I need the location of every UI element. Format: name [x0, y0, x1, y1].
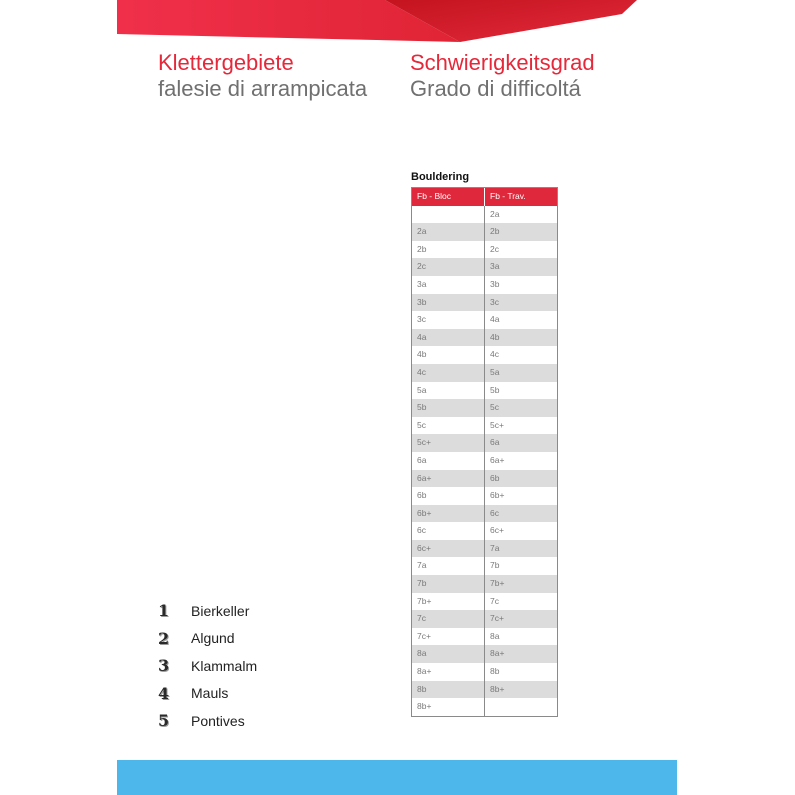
table-cell: 4b: [490, 331, 500, 342]
table-cell: 8a: [490, 630, 500, 641]
table-cell: 7c+: [412, 628, 485, 646]
table-row: [412, 311, 557, 329]
legend-item: [158, 652, 257, 680]
table-cell: 5b: [490, 384, 500, 395]
table-row: [412, 557, 557, 575]
table-cell: 2c: [490, 243, 499, 254]
table-cell: 6c: [490, 507, 499, 518]
table-cell: 5a: [412, 382, 485, 400]
legend-label: Pontives: [191, 712, 245, 729]
table-cell: 7b+: [412, 593, 485, 611]
table-cell: 8b+: [412, 698, 485, 716]
table-cell: 2b: [412, 241, 485, 259]
difficulty-grade-title-it: Grado di difficoltá: [410, 76, 581, 101]
table-body: [412, 206, 557, 716]
table-row: [412, 522, 557, 540]
legend-number: 5: [158, 711, 170, 731]
table-row: [412, 681, 557, 699]
climbing-areas-title-it: falesie di arrampicata: [158, 76, 368, 101]
table-cell: 6a+: [412, 470, 485, 488]
table-cell: 4b: [412, 346, 485, 364]
climbing-areas-heading: [158, 52, 367, 100]
table-cell: 6a+: [490, 454, 505, 465]
table-row: [412, 276, 557, 294]
table-cell: 6b+: [490, 490, 505, 501]
table-cell: 6c+: [490, 525, 504, 536]
table-cell: 8b+: [490, 683, 505, 694]
table-cell: 8a+: [412, 663, 485, 681]
legend-label: Klammalm: [191, 657, 258, 674]
table-row: [412, 223, 557, 241]
legend-item: [158, 680, 257, 708]
bouldering-table-title: Bouldering: [411, 171, 470, 183]
table-cell: 7c+: [490, 613, 504, 624]
table-row: [412, 698, 557, 716]
legend-item: [158, 707, 257, 735]
table-cell: 7b+: [490, 578, 505, 589]
table-row: [412, 575, 557, 593]
table-cell: 7c: [412, 610, 485, 628]
table-row: [412, 241, 557, 259]
grade-comparison-table: [411, 187, 558, 717]
climbing-areas-title-de: Klettergebiete: [158, 50, 294, 75]
table-row: [412, 382, 557, 400]
table-row: [412, 645, 557, 663]
table-row: [412, 593, 557, 611]
table-cell: 6b: [412, 487, 485, 505]
legend-number: 2: [158, 628, 170, 648]
table-cell: 3c: [490, 296, 499, 307]
table-cell: 5b: [412, 399, 485, 417]
table-cell: 5c: [412, 417, 485, 435]
difficulty-grade-heading: [410, 52, 595, 100]
column-header: Fb - Trav.: [490, 191, 526, 201]
table-row: [412, 487, 557, 505]
table-cell: [485, 698, 557, 716]
table-cell: [412, 206, 485, 224]
table-cell: 5c: [490, 402, 499, 413]
climbing-areas-legend: [158, 597, 257, 735]
table-row: [412, 364, 557, 382]
table-cell: 2a: [412, 223, 485, 241]
table-cell: 6b+: [412, 505, 485, 523]
table-cell: 7a: [412, 557, 485, 575]
table-cell: 7a: [490, 542, 500, 553]
column-header: Fb - Bloc: [412, 188, 485, 206]
table-row: [412, 399, 557, 417]
table-cell: 6a: [490, 437, 500, 448]
table-row: [412, 452, 557, 470]
bottom-blue-band: [117, 760, 677, 795]
table-row: [412, 663, 557, 681]
legend-item: [158, 625, 257, 653]
legend-number: 1: [158, 601, 170, 621]
table-cell: 7b: [412, 575, 485, 593]
table-cell: 5c+: [490, 419, 504, 430]
table-cell: 6b: [490, 472, 500, 483]
table-cell: 6c+: [412, 540, 485, 558]
table-cell: 2b: [490, 226, 500, 237]
table-row: [412, 258, 557, 276]
table-row: [412, 540, 557, 558]
table-cell: 2a: [490, 208, 500, 219]
table-row: [412, 346, 557, 364]
table-row: [412, 206, 557, 224]
table-cell: 8a+: [490, 648, 505, 659]
table-row: [412, 610, 557, 628]
table-cell: 8a: [412, 645, 485, 663]
legend-number: 3: [158, 656, 170, 676]
table-cell: 2c: [412, 258, 485, 276]
table-cell: 4c: [412, 364, 485, 382]
table-row: [412, 505, 557, 523]
table-cell: 7b: [490, 560, 500, 571]
table-cell: 5a: [490, 366, 500, 377]
table-cell: 3c: [412, 311, 485, 329]
table-row: [412, 329, 557, 347]
table-cell: 3a: [490, 261, 500, 272]
table-cell: 5c+: [412, 434, 485, 452]
table-cell: 8b: [490, 666, 500, 677]
table-cell: 7c: [490, 595, 499, 606]
table-row: [412, 628, 557, 646]
table-row: [412, 294, 557, 312]
table-cell: 6a: [412, 452, 485, 470]
legend-item: [158, 597, 257, 625]
difficulty-grade-title-de: Schwierigkeitsgrad: [410, 50, 595, 75]
legend-number: 4: [158, 683, 170, 703]
table-row: [412, 434, 557, 452]
table-cell: 8b: [412, 681, 485, 699]
table-cell: 3a: [412, 276, 485, 294]
table-row: [412, 417, 557, 435]
table-cell: 4c: [490, 349, 499, 360]
legend-label: Mauls: [191, 685, 229, 702]
table-cell: 4a: [490, 314, 500, 325]
legend-label: Bierkeller: [191, 602, 250, 619]
table-cell: 3b: [490, 278, 500, 289]
legend-label: Algund: [191, 630, 235, 647]
top-red-banner-shape: [0, 0, 795, 50]
table-row: [412, 470, 557, 488]
table-cell: 4a: [412, 329, 485, 347]
table-cell: 3b: [412, 294, 485, 312]
table-header-row: [412, 188, 557, 206]
table-cell: 6c: [412, 522, 485, 540]
